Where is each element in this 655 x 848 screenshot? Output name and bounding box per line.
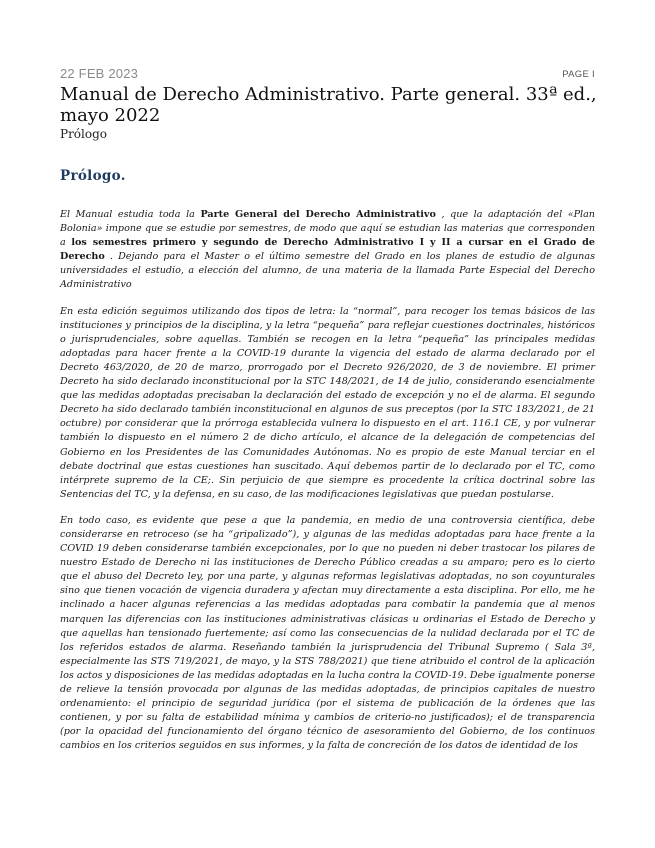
paragraph-text: , que la adaptación del «Plan Bolonia» impone que se estudie por semestres, de modo que aquí se estudian las materias que corresponden a xyxy=(60,209,595,249)
publication-date: 22 FEB 2023 xyxy=(60,66,139,81)
paragraph-bold-text: los semestres primero y segundo de Derecho Administrativo I y II a cursar en el Grado de Derecho xyxy=(60,237,595,263)
paragraph-text: . Dejando para el Master o el último semestre del Grado en los planes de estudio de algunas universidades el estudio, a elección del alumno, de una materia de la llamada Parte Especial del Derecho Administrativo xyxy=(60,251,595,291)
paragraph xyxy=(60,208,595,293)
document-subtitle: Prólogo xyxy=(60,127,108,141)
paragraph: En esta edición seguimos utilizando dos tipos de letra: la “normal”, para recoger los temas básicos de las instituciones y principios de la disciplina, y la letra “pequeña” para reflejar cuestiones doctrinales, históricos o jurisprudenciales, sobre aquellas. También se recogen en la letra “pequeña” las principales medidas adoptadas para hacer frente a la COVID-19 durante la vigencia del estado de alarma declarado por el Decreto 463/2020, de 20 de marzo, prorrogado por el Decreto 926/2020, de 3 de noviembre. El primer Decreto ha sido declarado inconstitucional por la STC 148/2021, de 14 de julio, considerando esencialmente que las medidas adoptadas precisaban la declaración del estado de excepción y no el de alarma. El segundo Decreto ha sido declarado también inconstitucional en algunos de sus preceptos (por la STC 183/2021, de 21 octubre) por considerar que la prórroga establecida vulnera lo dispuesto en el art. 116.1 CE, y por vulnerar también lo dispuesto en el número 2 de dicho artículo, el alcance de la delegación de competencias del Gobierno en los Presidentes de las Comunidades Autónomas. No es propio de este Manual terciar en el debate doctrinal que estas cuestiones han suscitado. Aquí debemos partir de lo declarado por el TC, como intérprete supremo de la CE;. Sin perjuicio de que siempre es procedente la crítica doctrinal sobre las Sentencias del TC, y la defensa, en su caso, de las modificaciones legislativas que puedan postularse. xyxy=(60,305,595,500)
paragraph: En todo caso, es evidente que pese a que la pandemia, en medio de una controversia científica, debe considerarse en retroceso (se ha “gripalizado”), y algunas de las medidas adoptadas para hace frente a la COVID 19 deben considerarse también excepcionales, por lo que no pueden ni deber trastocar los pilares de nuestro Estado de Derecho ni las instituciones de Derecho Público creadas a su amparo; pero es lo cierto que el abuso del Decreto ley, por una parte, y algunas reformas legislativas adoptadas, no son coyunturales sino que tienen vocación de vigencia duradera y afectan muy directamente a esta disciplina. Por ello, me he inclinado a hacer algunas referencias a las medidas adoptadas para combatir la pandemia que al menos marquen las diferencias con las instituciones administrativas clásicas u ordinarias el Estado de Derecho y que aquellas han tensionado fuertemente; así como las consecuencias de la nulidad declarada por el TC de los referidos estados de alarma. Reseñando también la jurisprudencia del Tribunal Supremo ( Sala 3ª, especialmente las STS 719/2021, de mayo, y la STS 788/2021) que tiene atribuido el control de la aplicación los actos y disposiciones de las medidas adoptadas en la lucha contra la COVID-19. Debe igualmente ponerse de relieve la tensión provocada por algunas de las medidas adoptadas, de principios capitales de nuestro ordenamiento: el principio de seguridad jurídica (por el sistema de publicación de la órdenes que las contienen, y por su falta de estabilidad mínima y cambios de criterio-no justificados); el de transparencia (por la opacidad del funcionamiento del órgano técnico de asesoramiento del Gobierno, de los continuos cambios en los criterios seguidos en sus informes, y la falta de concreción de los datos de identidad de los xyxy=(60,514,595,752)
body-text xyxy=(60,208,595,759)
section-heading: Prólogo. xyxy=(60,168,126,184)
paragraph-text: El Manual estudia toda la xyxy=(60,209,201,220)
page-label: PAGE I xyxy=(562,69,595,80)
paragraph-bold-text: Parte General del Derecho Administrativo xyxy=(200,209,436,220)
document-title: Manual de Derecho Administrativo. Parte general. 33ª ed., mayo 2022 xyxy=(60,84,597,126)
